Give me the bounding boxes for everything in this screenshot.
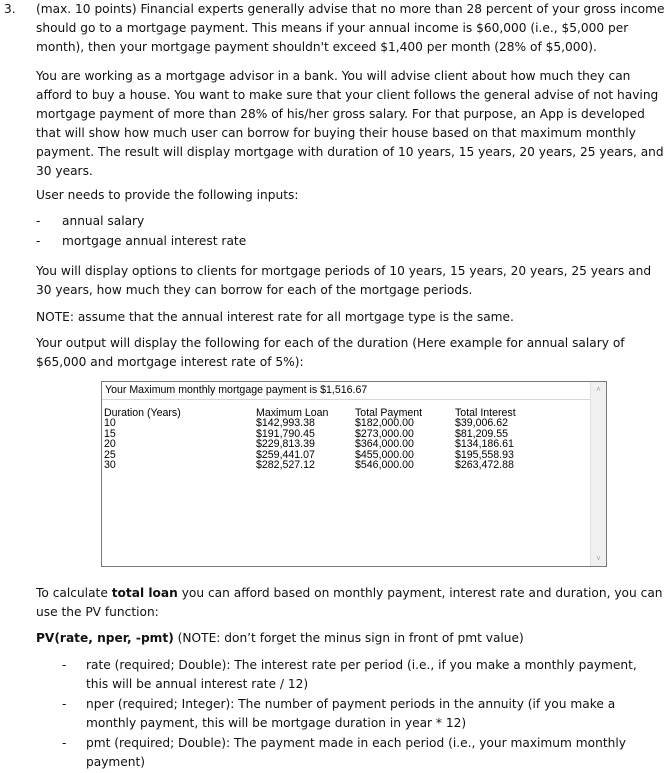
table-cell: $39,006.62	[455, 417, 509, 430]
column-header: Duration (Years)	[104, 407, 181, 419]
column-header: Total Payment	[355, 407, 423, 419]
note-paragraph: NOTE: assume that the annual interest rate for all mortgage type is the same.	[36, 310, 514, 324]
intro-paragraph: (max. 10 points) Financial experts generally advise that no more than 28 percent of your gross income should go to a mortgage payment. This means if your annual income is $60,000 (i.e., $5,000 per month), then your mortgage payment shouldn't exceed $1,400 per month (28% of $5,000).	[36, 2, 665, 54]
table-cell: $364,000.00	[355, 438, 414, 451]
table-cell: $229,813.39	[256, 438, 315, 451]
duration-column	[104, 408, 181, 470]
context-paragraph: You are working as a mortgage advisor in a bank. You will advise client about how much they can afford to buy a house. You want to make sure that your client follows the general advise of not having mortgage payment of more than 28% of his/her gross salary. For that purpose, an App is developed that will show how much user can borrow for buying their house based on that maximum monthly payment. The result will display mortgage with duration of 10 years, 15 years, 20 years, 25 years, and 30 years.	[36, 69, 664, 178]
table-cell: 20	[104, 438, 116, 451]
display-options-paragraph: You will display options to clients for mortgage periods of 10 years, 15 years, 20 years, 25 years and 30 years, how much they can borrow for each of the mortgage periods.	[36, 264, 652, 297]
question-number: 3.	[4, 2, 16, 16]
chevron-down-icon[interactable]: ˅	[596, 554, 601, 563]
table-cell: $259,441.07	[256, 448, 315, 461]
vertical-scrollbar[interactable]	[590, 382, 606, 566]
inputs-list	[36, 212, 666, 252]
pv-params-list	[62, 656, 662, 773]
table-cell: $273,000.00	[355, 427, 414, 440]
table-cell: $182,000.00	[355, 417, 414, 430]
inputs-heading: User needs to provide the following inputs:	[36, 188, 299, 202]
table-cell: $195,558.93	[455, 448, 514, 461]
divider	[102, 399, 590, 400]
table-cell: $191,790.45	[256, 427, 315, 440]
list-item: - annual salary	[36, 212, 666, 231]
pv-formula-line: PV(rate, nper, -pmt) (NOTE: don’t forget the minus sign in front of pmt value)	[36, 631, 524, 645]
table-cell: $546,000.00	[355, 459, 414, 472]
max-loan-column	[256, 408, 328, 470]
table-cell: 15	[104, 427, 116, 440]
table-cell: 10	[104, 417, 116, 430]
table-cell: $455,000.00	[355, 448, 414, 461]
list-item: - mortgage annual interest rate	[36, 232, 666, 251]
results-listbox[interactable]	[101, 381, 607, 567]
table-cell: $282,527.12	[256, 459, 315, 472]
pv-intro-paragraph: To calculate total loan you can afford based on monthly payment, interest rate and duration, you can use the PV function:	[36, 586, 663, 619]
table-cell: $134,186.61	[455, 438, 514, 451]
column-header: Maximum Loan	[256, 407, 329, 419]
table-cell: 25	[104, 448, 116, 461]
total-payment-column	[355, 408, 422, 470]
table-cell: $142,993.38	[256, 417, 315, 430]
list-item: - rate (required; Double): The interest rate per period (i.e., if you make a monthly payment, this will be annual interest rate / 12)	[62, 656, 662, 694]
column-header: Total Interest	[455, 407, 516, 419]
chevron-up-icon[interactable]: ˄	[596, 385, 601, 394]
table-cell: 30	[104, 459, 116, 472]
total-interest-column	[455, 408, 516, 470]
table-cell: $81,209.55	[455, 427, 509, 440]
output-intro-paragraph: Your output will display the following for each of the duration (Here example for annual salary of $65,000 and mortgage interest rate of 5%):	[36, 336, 625, 369]
table-cell: $263,472.88	[455, 459, 514, 472]
max-payment-line: Your Maximum monthly mortgage payment is $1,516.67	[105, 384, 368, 396]
list-item: - nper (required; Integer): The number of payment periods in the annuity (if you make a monthly payment, this will be mortgage duration in year * 12)	[62, 695, 662, 733]
list-item: - pmt (required; Double): The payment made in each period (i.e., your maximum monthly payment)	[62, 734, 662, 772]
